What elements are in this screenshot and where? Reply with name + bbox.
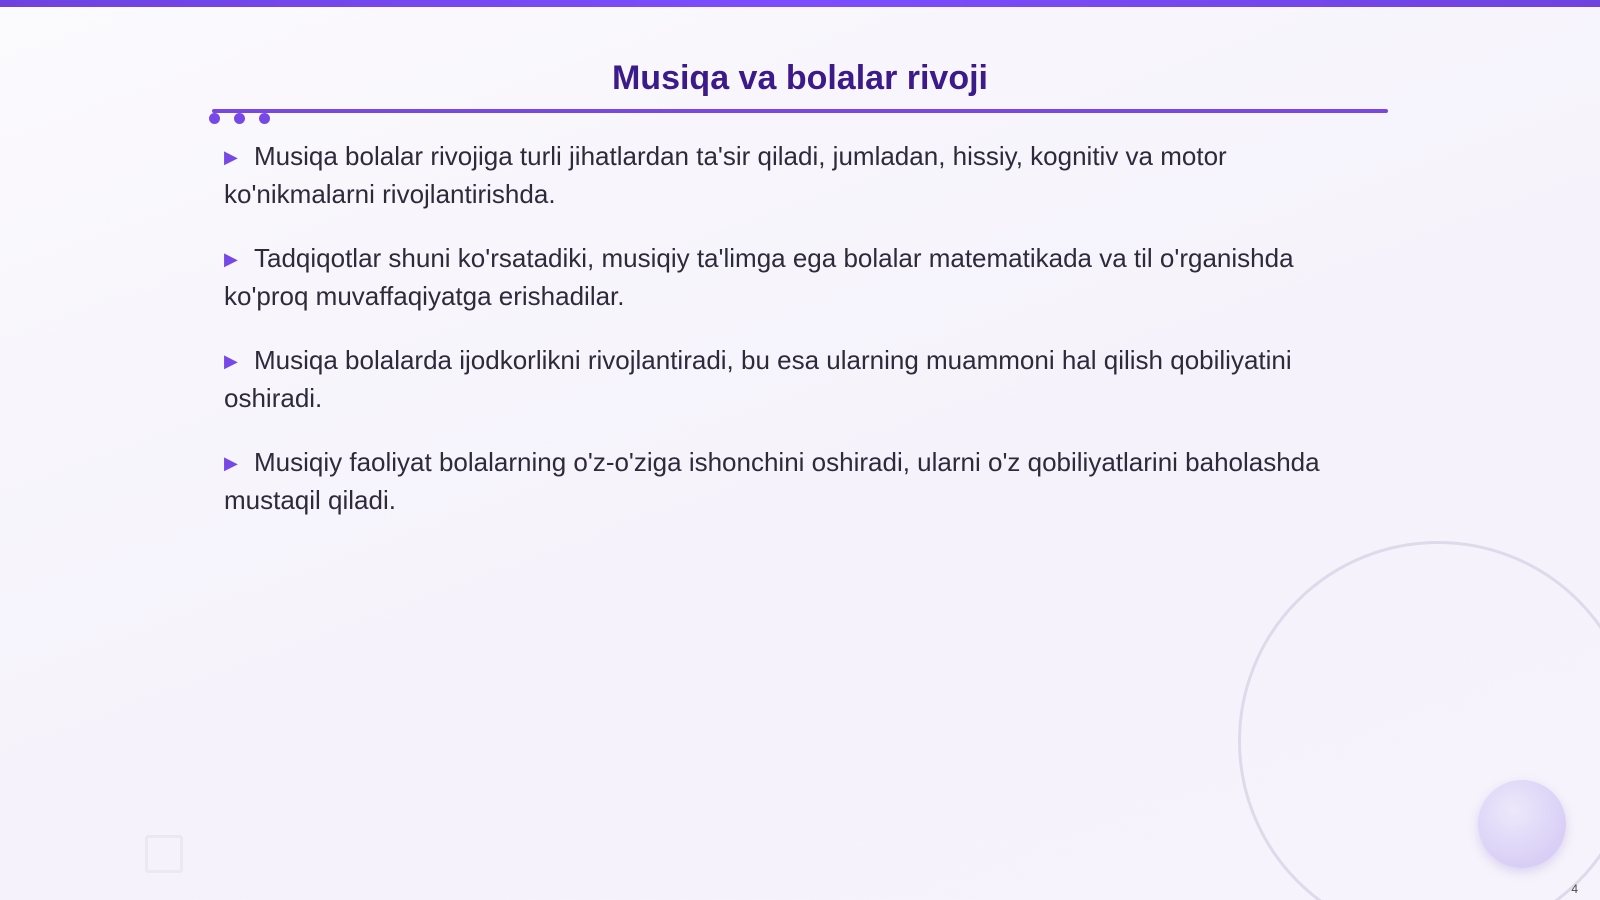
underline-dot (259, 113, 270, 124)
underline-dot (209, 113, 220, 124)
page-number: 4 (1571, 882, 1578, 896)
bullet-text: Musiqa bolalarda ijodkorlikni rivojlantiradi, bu esa ularning muammoni hal qilish qobiliyatini oshiradi. (224, 345, 1292, 413)
underline-dot (234, 113, 245, 124)
bullet-text: Musiqiy faoliyat bolalarning o'z-o'ziga ishonchini oshiradi, ularni o'z qobiliyatlarini baholashda mustaqil qiladi. (224, 447, 1320, 515)
decorative-square (145, 835, 183, 873)
triangle-bullet-icon: ▶ (224, 351, 238, 371)
bullet-item (224, 138, 1384, 213)
decorative-circle (1478, 780, 1566, 868)
bullet-text: Musiqa bolalar rivojiga turli jihatlardan ta'sir qiladi, jumladan, hissiy, kognitiv va motor ko'nikmalarni rivojlantirishda. (224, 141, 1227, 209)
bullet-item (224, 444, 1384, 519)
bullet-item (224, 342, 1384, 417)
title-underline (212, 109, 1388, 113)
triangle-bullet-icon: ▶ (224, 147, 238, 167)
top-accent-bar (0, 0, 1600, 7)
triangle-bullet-icon: ▶ (224, 249, 238, 269)
slide-title: Musiqa va bolalar rivoji (611, 59, 988, 97)
bullet-list (224, 138, 1384, 546)
bullet-text: Tadqiqotlar shuni ko'rsatadiki, musiqiy ta'limga ega bolalar matematikada va til o'rganishda ko'proq muvaffaqiyatga erishadilar. (224, 243, 1294, 311)
bullet-item (224, 240, 1384, 315)
triangle-bullet-icon: ▶ (224, 453, 238, 473)
